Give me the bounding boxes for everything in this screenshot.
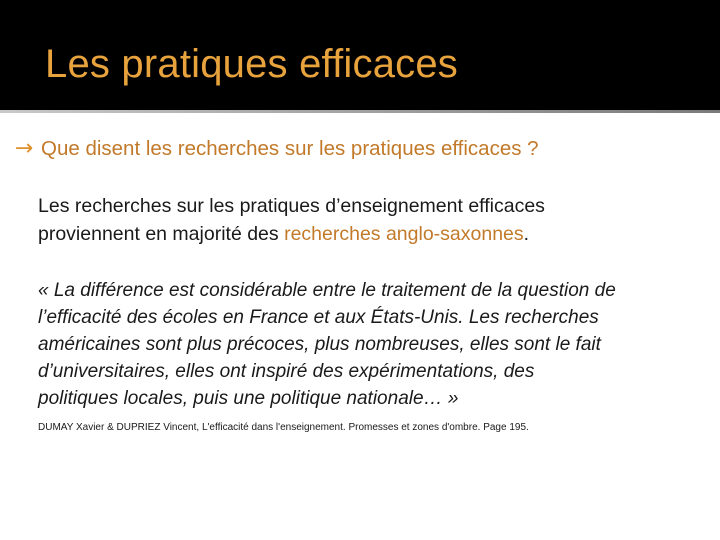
quote-line: américaines sont plus précoces, plus nombreuses, elles sont le fait: [38, 334, 601, 355]
arrow-right-icon: →: [14, 136, 34, 161]
quote-line: « La différence est considérable entre le traitement de la question de: [38, 280, 616, 301]
quote-line: l’efficacité des écoles en France et aux États-Unis. Les recherches: [38, 307, 599, 328]
quote-block: [38, 277, 698, 412]
bullet-text: Que disent les recherches sur les pratiques efficaces ?: [41, 137, 539, 160]
highlighted-phrase: recherches anglo-saxonnes: [284, 223, 524, 245]
quote-line: politiques locales, puis une politique nationale… »: [38, 388, 459, 409]
body-paragraph: [38, 192, 688, 248]
paragraph-line-2-suffix: .: [523, 223, 530, 245]
citation: DUMAY Xavier & DUPRIEZ Vincent, L'efficacité dans l'enseignement. Promesses et zones d'ombre. Page 195.: [38, 422, 529, 433]
paragraph-line-2-prefix: proviennent en majorité des: [38, 223, 285, 245]
quote-line: d’universitaires, elles ont inspiré des expérimentations, des: [38, 361, 535, 382]
bullet-item: [10, 135, 539, 163]
slide-title: Les pratiques efficaces: [45, 42, 458, 86]
title-bar: [0, 0, 720, 113]
paragraph-line-1: Les recherches sur les pratiques d’enseignement efficaces: [38, 195, 545, 217]
